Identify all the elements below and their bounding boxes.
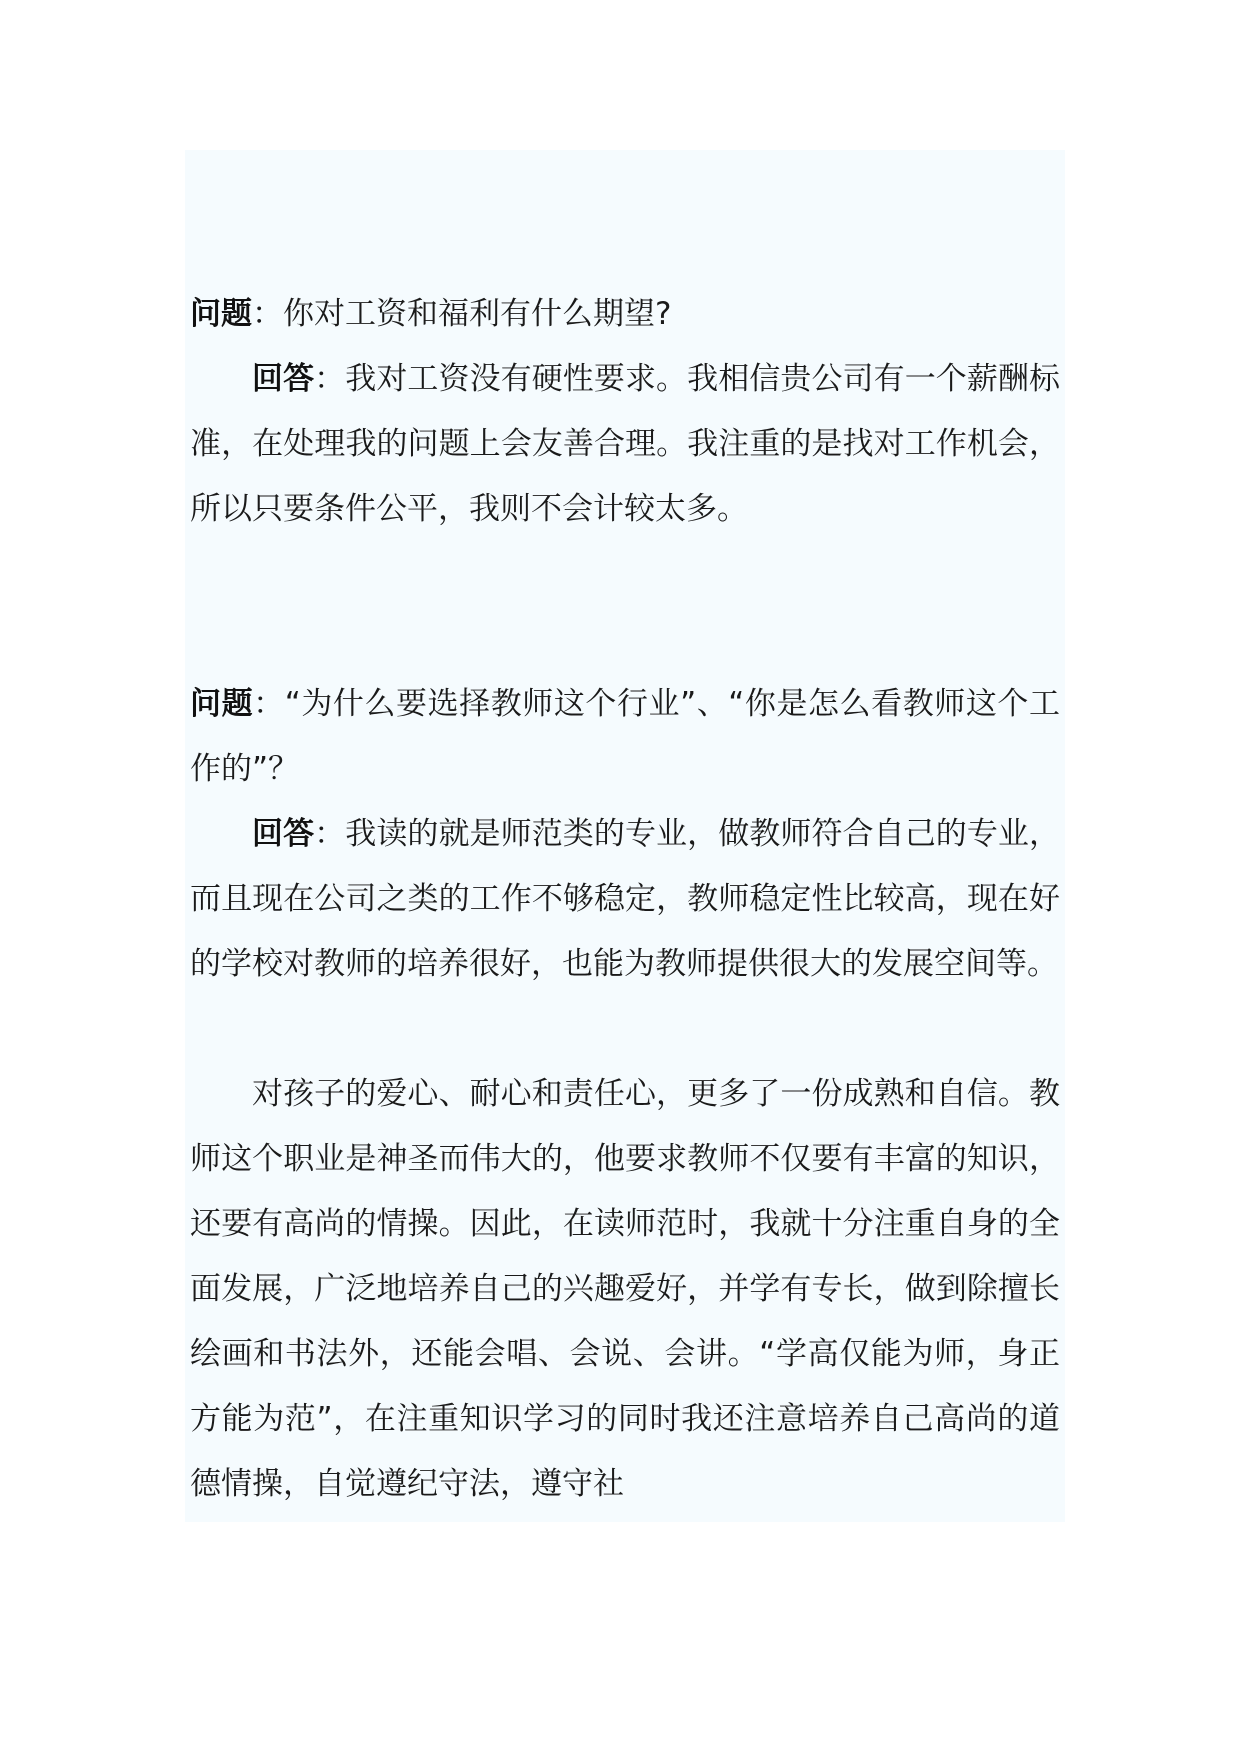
answer-1 xyxy=(190,347,1060,542)
answer-2 xyxy=(190,802,1060,997)
question-2-text: ：“为什么要选择教师这个行业”、“你是怎么看教师这个工作的”？ xyxy=(190,686,1061,787)
question-1-text: ：你对工资和福利有什么期望? xyxy=(252,296,672,332)
document-content xyxy=(185,150,1065,1522)
question-1 xyxy=(190,282,1060,347)
question-1-label: 问题 xyxy=(190,296,252,332)
answer-2-label: 回答 xyxy=(252,816,315,852)
answer-1-text: ：我对工资没有硬性要求。我相信贵公司有一个薪酬标准，在处理我的问题上会友善合理。我注重的是找对工作机会，所以只要条件公平，我则不会计较太多。 xyxy=(190,361,1061,527)
answer-2-text: ：我读的就是师范类的专业，做教师符合自己的专业，而且现在公司之类的工作不够稳定，教师稳定性比较高，现在好的学校对教师的培养很好，也能为教师提供很大的发展空间等。 xyxy=(190,816,1061,982)
answer-1-label: 回答 xyxy=(252,361,315,397)
answer-2-paragraph-2: 对孩子的爱心、耐心和责任心，更多了一份成熟和自信。教师这个职业是神圣而伟大的，他要求教师不仅要有丰富的知识，还要有高尚的情操。因此，在读师范时，我就十分注重自身的全面发展，广泛地培养自己的兴趣爱好，并学有专长，做到除擅长绘画和书法外，还能会唱、会说、会讲。“学高仅能为师，身正方能为范”，在注重知识学习的同时我还注意培养自己高尚的道德情操，自觉遵纪守法，遵守社 xyxy=(190,1076,1060,1502)
question-2 xyxy=(190,672,1060,802)
question-2-label: 问题 xyxy=(190,686,254,722)
